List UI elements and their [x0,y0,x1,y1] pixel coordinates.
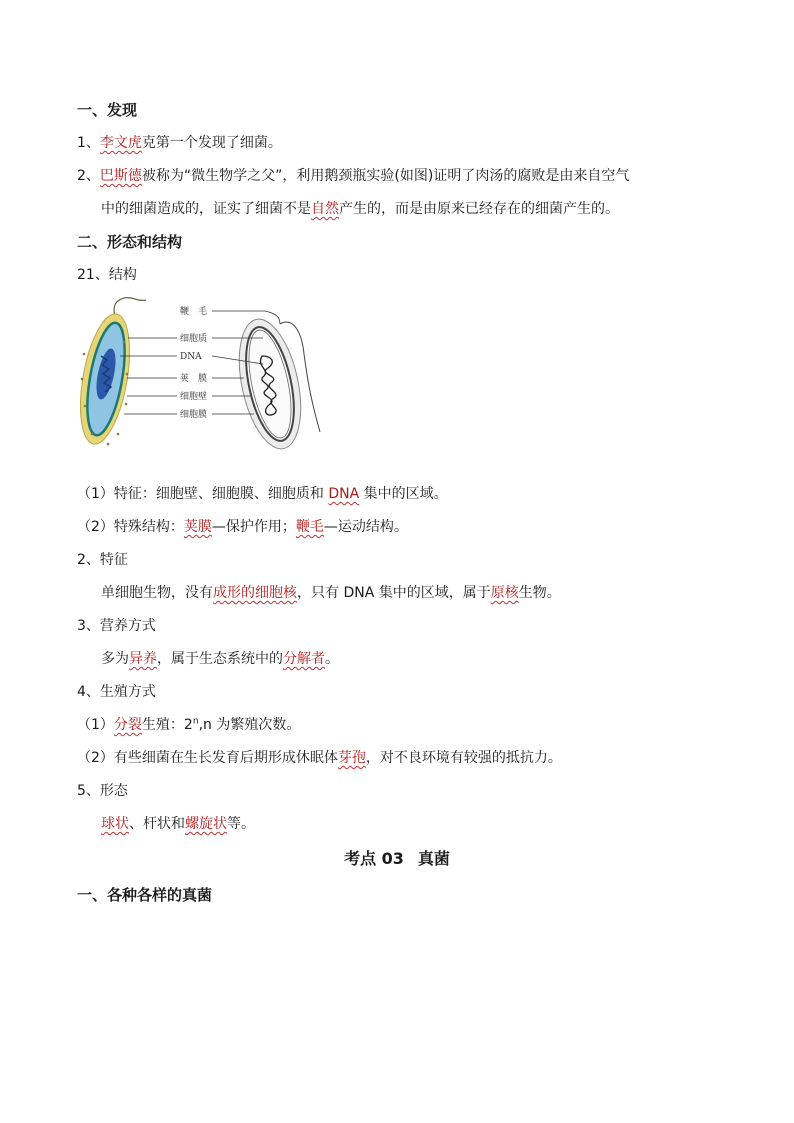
section-heading-fungi: 一、各种各样的真菌 [77,886,213,904]
reproduction-line-2 [77,748,562,768]
highlight-term: 鞭毛 [295,519,324,535]
highlight-term: 成形的细胞核 [213,585,297,601]
highlight-term: 球状 [101,816,129,832]
text: 单细胞生物，没有 [101,585,213,601]
feature-line-2 [77,517,408,537]
discovery-item-2-continued [101,199,619,219]
kaodian-title [0,848,794,870]
text: 生殖：2 [141,717,193,733]
highlight-term: 异养 [129,651,157,667]
item-number: 1、 [77,135,100,151]
text: —运动结构。 [323,519,408,535]
text: ，只有 DNA 集中的区域，属于 [297,585,491,601]
text: （1） [77,717,114,733]
label-cytoplasm: 细胞质 [180,334,208,344]
subheading-reproduction: 4、生殖方式 [77,684,156,700]
highlight-term: 原核 [490,585,519,601]
highlight-term: 荚膜 [183,519,212,535]
text: 多为 [101,651,129,667]
bacterium-structure-figure [80,294,330,454]
kaodian-name: 真菌 [417,849,450,868]
text: 。 [325,651,339,667]
section-heading-structure: 二、形态和结构 [77,233,183,251]
highlight-term: 螺旋状 [185,816,227,832]
item-text: 被称为“微生物学之父”，利用鹅颈瓶实验(如图)证明了肉汤的腐败是由来自空气 [141,168,630,184]
highlight-term: 李文虎 [99,135,142,151]
shape-text [101,814,255,834]
text: 生物。 [518,585,561,601]
item-number: 2、 [77,168,100,184]
text: —保护作用； [211,519,296,535]
label-cell-wall: 细胞壁 [180,392,208,402]
text: 等。 [227,816,255,832]
bacterium-color-illustration [80,298,146,448]
reproduction-line-1 [77,715,300,735]
text: （2）特殊结构： [77,519,184,535]
discovery-item-1 [77,133,282,153]
item-text: 中的细菌造成的，证实了细菌不是 [101,201,311,217]
subheading-structure: 21、结构 [77,267,137,283]
bacterium-line-drawing [229,314,320,454]
highlight-term: 自然 [311,201,339,217]
feature-line-1 [77,484,448,504]
subheading-nutrition: 3、营养方式 [77,618,156,634]
highlight-term: 巴斯德 [99,168,142,184]
text: （1）特征：细胞壁、细胞膜、细胞质和 [77,486,329,502]
text: ，属于生态系统中的 [157,651,283,667]
label-cell-membrane: 细胞膜 [180,410,208,420]
text: 、杆状和 [129,816,185,832]
highlight-term: 分裂 [113,717,142,733]
label-capsule: 荚 膜 [180,374,208,384]
highlight-term: DNA [328,486,360,502]
exponent: n [192,716,199,727]
discovery-item-2 [77,166,629,186]
label-dna: DNA [180,352,202,362]
highlight-term: 分解者 [283,651,325,667]
text: （2）有些细菌在生长发育后期形成休眠体 [77,750,338,766]
section-heading-discovery: 一、发现 [77,101,138,119]
label-flagellum: 鞭 毛 [180,307,208,317]
item-text: 产生的，而是由原来已经存在的细菌产生的。 [339,201,619,217]
highlight-term: 芽孢 [337,750,366,766]
subheading-characteristics: 2、特征 [77,552,128,568]
kaodian-label: 考点 03 [344,849,404,868]
text: ,n 为繁殖次数。 [198,717,301,733]
text: ，对不良环境有较强的抵抗力。 [365,750,562,766]
text: 集中的区域。 [359,486,448,502]
nutrition-text [101,649,339,669]
characteristics-text [101,583,561,603]
item-text: 克第一个发现了细菌。 [141,135,282,151]
subheading-shape: 5、形态 [77,783,128,799]
